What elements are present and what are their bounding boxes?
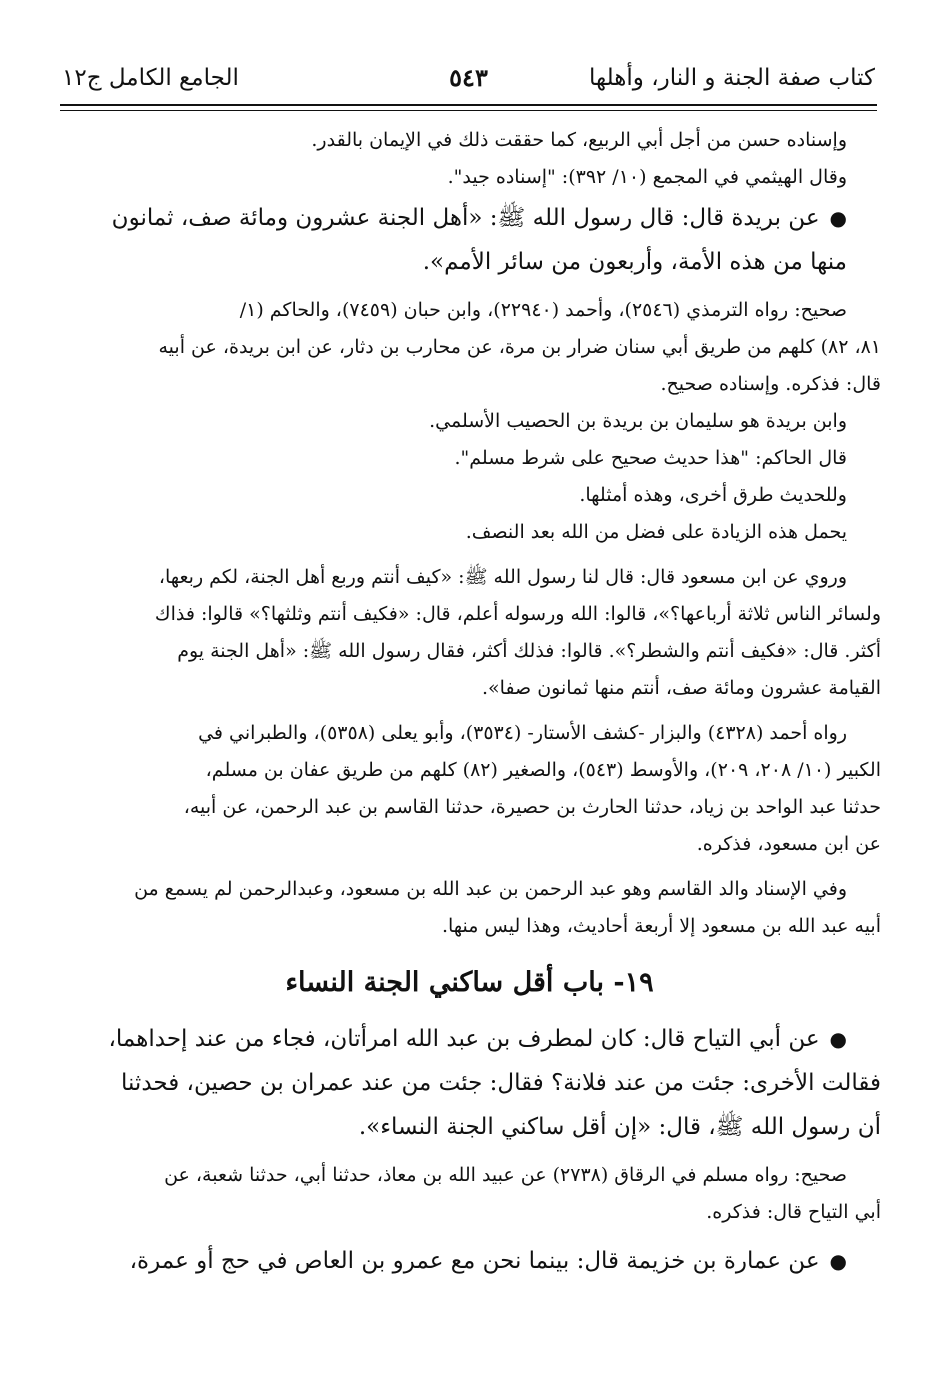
page-body: [58, 122, 881, 1283]
commentary-paragraph: [58, 403, 881, 440]
text-line: أبيه عبد الله بن مسعود إلا أربعة أحاديث، وهذا ليس منها.: [441, 915, 881, 937]
chapter-heading: ١٩- باب أقل ساكني الجنة النساء: [285, 967, 654, 998]
bullet-icon: ●: [829, 1249, 847, 1273]
takhrij-paragraph: [58, 715, 881, 863]
takhrij-paragraph: [58, 1157, 881, 1231]
text-line: وإسناده حسن من أجل أبي الربيع، كما حققت ذلك في الإيمان بالقدر.: [311, 129, 847, 151]
header-rule-thick: [60, 104, 877, 106]
text-line: وابن بريدة هو سليمان بن بريدة بن الحصيب الأسلمي.: [429, 410, 847, 432]
hadith-paragraph: [58, 196, 881, 284]
header-rule-thin: [60, 110, 877, 111]
bullet-icon: ●: [829, 1027, 847, 1051]
text-line: حدثنا عبد الواحد بن زياد، حدثنا الحارث بن حصيرة، حدثنا القاسم بن عبد الرحمن، عن أبيه،: [183, 796, 881, 818]
text-line: رواه أحمد (٤٣٢٨) والبزار -كشف الأستار- (٣٥٣٤)، وأبو يعلى (٥٣٥٨)، والطبراني في: [198, 722, 847, 744]
running-header: [62, 58, 875, 98]
text-line: فقالت الأخرى: جئت من عند فلانة؟ فقال: جئت من عند عمران بن حصين، فحدثنا: [120, 1070, 881, 1096]
commentary-paragraph: [58, 159, 881, 196]
bullet-icon: ●: [829, 206, 847, 230]
text-line: وروي عن ابن مسعود قال: قال لنا رسول الله ﷺ: «كيف أنتم وربع أهل الجنة، لكم ربعها،: [158, 566, 847, 588]
text-line: القيامة عشرون ومائة صف، أنتم منها ثمانون صفا».: [481, 677, 881, 699]
chapter-title: كتاب صفة الجنة و النار، وأهلها: [589, 65, 875, 91]
text-line: منها من هذه الأمة، وأربعون من سائر الأمم».: [422, 249, 847, 275]
hadith-paragraph: [58, 1017, 881, 1149]
text-line: أكثر. قال: «فكيف أنتم والشطر؟». قالوا: فذلك أكثر، فقال رسول الله ﷺ: «أهل الجنة يوم: [177, 640, 881, 662]
takhrij-paragraph: [58, 292, 881, 403]
text-line: ولسائر الناس ثلاثة أرباعها؟»، قالوا: الله ورسوله أعلم، قال: «فكيف أنتم وثلثها؟» قالوا: فذاك: [154, 603, 881, 625]
commentary-paragraph: [58, 514, 881, 551]
commentary-paragraph: [58, 122, 881, 159]
text-line: يحمل هذه الزيادة على فضل من الله بعد النصف.: [465, 521, 847, 543]
commentary-paragraph: [58, 871, 881, 945]
text-line: ●عن بريدة قال: قال رسول الله ﷺ: «أهل الجنة عشرون ومائة صف، ثمانون: [111, 205, 847, 231]
commentary-paragraph: [58, 440, 881, 477]
text-line: ●عن عمارة بن خزيمة قال: بينما نحن مع عمرو بن العاص في حج أو عمرة،: [129, 1248, 847, 1274]
page-number: ٥٤٣: [449, 63, 488, 92]
hadith-paragraph: [58, 1239, 881, 1283]
text-line: وفي الإسناد والد القاسم وهو عبد الرحمن بن عبد الله بن مسعود، وعبدالرحمن لم يسمع من: [134, 878, 847, 900]
commentary-paragraph: [58, 477, 881, 514]
text-line: الكبير (١٠/ ٢٠٨، ٢٠٩)، والأوسط (٥٤٣)، والصغير (٨٢) كلهم من طريق عفان بن مسلم،: [205, 759, 881, 781]
text-line: قال: فذكره. وإسناده صحيح.: [660, 373, 881, 395]
text-line: ●عن أبي التياح قال: كان لمطرف بن عبد الله امرأتان، فجاء من عند إحداهما،: [108, 1026, 847, 1052]
text-line: ٨١، ٨٢) كلهم من طريق أبي سنان ضرار بن مرة، عن محارب بن دثار، عن ابن بريدة، عن أبيه: [158, 336, 881, 358]
text-line: قال الحاكم: "هذا حديث صحيح على شرط مسلم".: [454, 447, 847, 469]
hadith-variant-paragraph: [58, 559, 881, 707]
text-line: وللحديث طرق أخرى، وهذه أمثلها.: [579, 484, 847, 506]
book-title: الجامع الكامل ج١٢: [62, 65, 239, 91]
text-line: أبي التياح قال: فذكره.: [706, 1201, 881, 1223]
text-line: أن رسول الله ﷺ، قال: «إن أقل ساكني الجنة النساء».: [358, 1114, 881, 1140]
text-line: وقال الهيثمي في المجمع (١٠/ ٣٩٢): "إسناده جيد".: [447, 166, 847, 188]
text-line: صحيح: رواه مسلم في الرقاق (٢٧٣٨) عن عبيد الله بن معاذ، حدثنا أبي، حدثنا شعبة، عن: [164, 1164, 847, 1186]
text-line: صحيح: رواه الترمذي (٢٥٤٦)، وأحمد (٢٢٩٤٠)، وابن حبان (٧٤٥٩)، والحاكم (١/: [239, 299, 847, 321]
text-line: عن ابن مسعود، فذكره.: [696, 833, 881, 855]
